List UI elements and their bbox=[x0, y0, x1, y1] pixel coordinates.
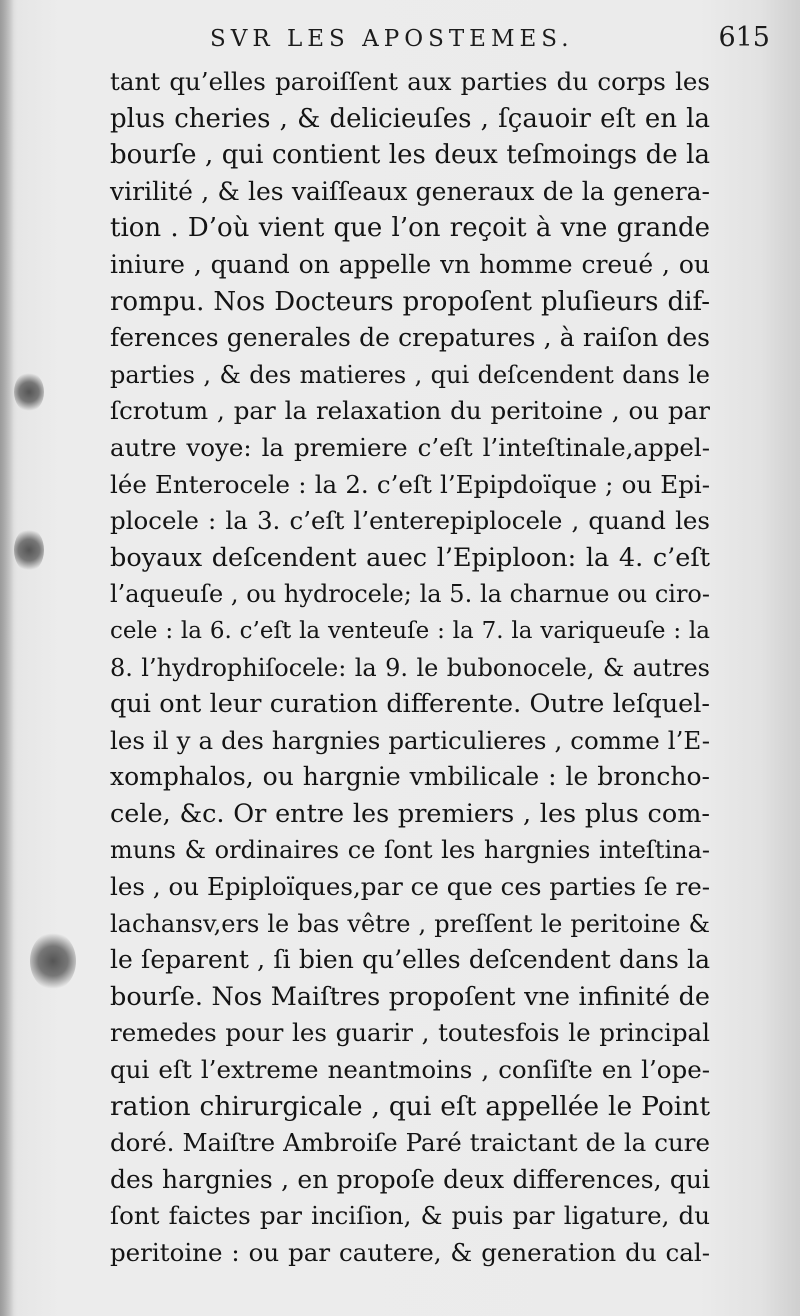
page-header bbox=[210, 20, 770, 60]
text-line: bourſe , qui contient les deux teſmoings de la bbox=[110, 140, 710, 171]
text-line: qui ont leur curation differente. Outre leſquel- bbox=[110, 689, 710, 720]
text-line: cele : la 6. c’eſt la venteuſe : la 7. la variqueuſe : la bbox=[110, 617, 710, 644]
text-line: virilité , & les vaiſſeaux generaux de la genera- bbox=[110, 176, 710, 206]
text-line: muns & ordinaires ce ſont les hargnies inteſtina- bbox=[110, 836, 710, 865]
page-number: 615 bbox=[718, 22, 770, 53]
text-line: iniure , quand on appelle vn homme creué , ou bbox=[110, 249, 710, 279]
text-line: le ſeparent , ſi bien qu’elles deſcendent dans la bbox=[110, 945, 710, 975]
text-line: ſont faictes par inciſion, & puis par ligature, du bbox=[110, 1201, 710, 1231]
text-line: xomphalos, ou hargnie vmbilicale : le broncho- bbox=[110, 762, 710, 792]
text-line: autre voye: la premiere c’eſt l’inteſtinale,appel- bbox=[110, 432, 710, 462]
body-text bbox=[110, 64, 710, 1272]
page-gutter-shadow bbox=[0, 0, 14, 1316]
text-line: doré. Maiſtre Ambroiſe Paré traictant de la cure bbox=[110, 1128, 710, 1158]
text-line: les il y a des hargnies particulieres , comme l’E- bbox=[110, 725, 710, 755]
text-line: cele, &c. Or entre les premiers , les plus com- bbox=[110, 798, 710, 829]
text-line: bourſe. Nos Maiſtres propoſent vne infinité de bbox=[110, 981, 710, 1012]
text-line: qui eſt l’extreme neantmoins , conſiſte en l’ope- bbox=[110, 1055, 710, 1085]
ink-blot bbox=[30, 932, 76, 990]
text-line: tant qu’elles paroiſſent aux parties du corps les bbox=[110, 67, 710, 96]
text-line: remedes pour les guarir , toutesfois le principal bbox=[110, 1018, 710, 1048]
text-line: les , ou Epiploïques,par ce que ces parties ſe re- bbox=[110, 872, 710, 902]
text-line: ſcrotum , par la relaxation du peritoine , ou par bbox=[110, 396, 710, 426]
running-head: SVR LES APOSTEMES. bbox=[210, 26, 574, 52]
text-line: tion . D’où vient que l’on reçoit à vne grande bbox=[110, 213, 710, 244]
ink-blot bbox=[14, 372, 44, 412]
text-line: peritoine : ou par cautere, & generation du cal- bbox=[110, 1238, 710, 1267]
text-line: rompu. Nos Docteurs propoſent pluſieurs dif- bbox=[110, 286, 710, 317]
text-line: lachansv,ers le bas vêtre , preſſent le peritoine & bbox=[110, 909, 710, 938]
text-line: lée Enterocele : la 2. c’eſt l’Epipdoïque ; ou Epi- bbox=[110, 469, 710, 499]
text-line: des hargnies , en propoſe deux differences, qui bbox=[110, 1164, 710, 1194]
text-line: l’aqueuſe , ou hydrocele; la 5. la charnue ou ciro- bbox=[110, 580, 710, 609]
text-line: plus cheries , & delicieuſes , ſçauoir eſt en la bbox=[110, 103, 710, 134]
text-line: ferences generales de crepatures , à raiſon des bbox=[110, 323, 710, 353]
ink-blot bbox=[14, 528, 44, 572]
text-line: 8. l’hydrophiſocele: la 9. le bubonocele, & autres bbox=[110, 653, 710, 682]
text-line: parties , & des matieres , qui deſcendent dans le bbox=[110, 360, 710, 389]
text-line: plocele : la 3. c’eſt l’enterepiplocele , quand les bbox=[110, 506, 710, 536]
text-line: ration chirurgicale , qui eſt appellée le Point bbox=[110, 1090, 710, 1122]
text-line: boyaux deſcendent auec l’Epiploon: la 4. c’eſt bbox=[110, 542, 710, 573]
